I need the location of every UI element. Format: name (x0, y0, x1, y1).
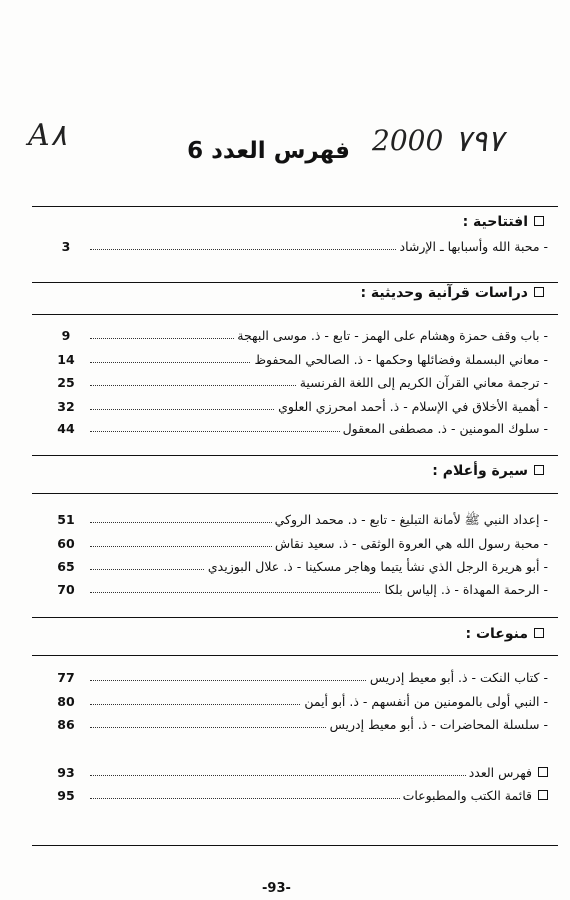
checkbox-bullet-icon (534, 465, 544, 475)
toc-entry (56, 670, 548, 688)
section-divider (32, 314, 558, 315)
section-heading-miscellany: منوعات : (465, 626, 544, 642)
handwritten-note-year: 2000 (372, 124, 444, 157)
toc-entry (56, 399, 548, 417)
toc-entry-title: - إعداد النبي ﷺ لأمانة التبليغ - تابع - د. محمد الروكي (272, 512, 548, 531)
handwritten-note-number: ٧٩٧ (455, 124, 504, 159)
toc-entry-title: فهرس العدد (466, 765, 548, 780)
toc-entry-title: - ترجمة معاني القرآن الكريم إلى اللغة الفرنسية (297, 375, 548, 390)
toc-entry-books-list (56, 788, 548, 806)
toc-entry-page: 32 (57, 399, 75, 414)
toc-entry-page: 44 (57, 421, 75, 436)
toc-entry-title: - سلوك المومنين - ذ. مصطفى المعقول (340, 421, 548, 436)
toc-entry-title: - كتاب النكت - ذ. أبو معيط إدريس (367, 670, 548, 685)
toc-entry-title: - النبي أولى بالمومنين من أنفسهم - ذ. أبو أيمن (301, 694, 548, 709)
section-divider (32, 617, 558, 618)
toc-entry-page: 77 (57, 670, 75, 685)
section-divider (32, 655, 558, 656)
toc-entry (56, 328, 548, 346)
toc-entry-title: - أهمية الأخلاق في الإسلام - ذ. أحمد امحرزي العلوي (275, 399, 548, 414)
page-number: -93- (262, 881, 291, 896)
toc-entry (56, 352, 548, 370)
toc-entry-page: 95 (57, 788, 75, 803)
toc-entry-title: - أبو هريرة الرجل الذي نشأ يتيما وهاجر مسكينا - ذ. علال البوزيدي (205, 559, 548, 574)
toc-entry-page: 65 (57, 559, 75, 574)
toc-entry-page: 93 (57, 765, 75, 780)
handwritten-note-left: A٨ (28, 118, 67, 153)
checkbox-bullet-icon (534, 216, 544, 226)
toc-entry (56, 582, 548, 600)
checkbox-bullet-icon (538, 790, 548, 800)
section-divider (32, 282, 558, 283)
toc-entry-title: - باب وقف حمزة وهشام على الهمز - تابع - ذ. موسى البهجة (234, 328, 548, 343)
toc-entry-page: 25 (57, 375, 75, 390)
toc-entry (56, 421, 548, 439)
section-divider (32, 455, 558, 456)
toc-entry-issue-index (56, 765, 548, 783)
toc-entry-page: 14 (57, 352, 75, 367)
toc-entry (56, 375, 548, 393)
checkbox-bullet-icon (538, 767, 548, 777)
checkbox-bullet-icon (534, 287, 544, 297)
section-heading-quran-hadith: دراسات قرآنية وحديثية : (360, 285, 544, 301)
section-divider (32, 206, 558, 207)
toc-entry-page: 86 (57, 717, 75, 732)
toc-entry (56, 559, 548, 577)
toc-entry-page: 51 (57, 512, 75, 527)
checkbox-bullet-icon (534, 628, 544, 638)
toc-entry-page: 9 (61, 328, 71, 343)
toc-entry-title: - معاني البسملة وفضائلها وحكمها - ذ. الصالحي المحفوظ (251, 352, 548, 367)
toc-entry (56, 694, 548, 712)
toc-entry (56, 536, 548, 554)
section-divider (32, 845, 558, 846)
toc-entry-page: 80 (57, 694, 75, 709)
toc-entry-page: 60 (57, 536, 75, 551)
toc-entry-page: 70 (57, 582, 75, 597)
toc-entry (56, 717, 548, 735)
toc-entry-title: قائمة الكتب والمطبوعات (400, 788, 548, 803)
toc-entry (56, 512, 548, 530)
section-heading-biography: سيرة وأعلام : (432, 463, 544, 479)
section-divider (32, 493, 558, 494)
toc-entry-title: - سلسلة المحاضرات - ذ. أبو معيط إدريس (327, 717, 548, 732)
section-heading-editorial: افتتاحية : (463, 214, 544, 230)
toc-entry-page: 3 (61, 239, 71, 254)
toc-entry (56, 239, 548, 257)
toc-entry-title: - محبة الله وأسبابها ـ الإرشاد (397, 239, 549, 254)
toc-entry-title: - الرحمة المهداة - ذ. إلياس بلكا (381, 582, 548, 597)
toc-entry-title: - محبة رسول الله هي العروة الوثقى - ذ. سعيد نقاش (272, 536, 548, 551)
page-title: فهرس العدد 6 (187, 138, 350, 164)
